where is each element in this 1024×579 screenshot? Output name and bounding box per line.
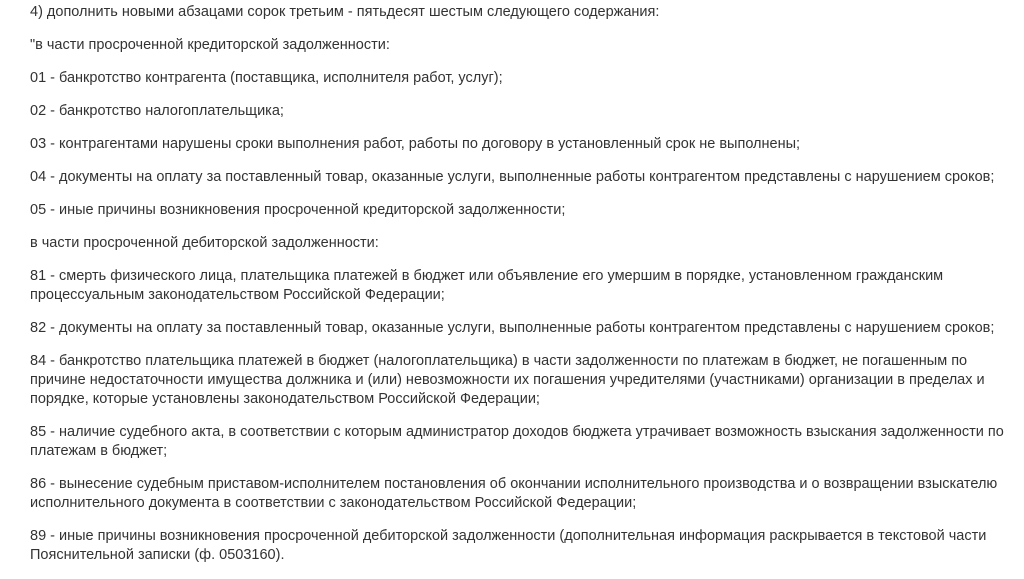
paragraph (30, 527, 1004, 565)
paragraph-line: 01 - банкротство контрагента (поставщика, исполнителя работ, услуг); (30, 70, 503, 86)
paragraph (30, 102, 1004, 121)
paragraph (30, 352, 1004, 409)
paragraph (30, 234, 1004, 253)
paragraph-line: 89 - иные причины возникновения просроченной дебиторской задолженности (дополнительная информация раскрывается в текстовой части (30, 528, 987, 544)
paragraph (30, 201, 1004, 220)
paragraph-line: платежам в бюджет; (30, 443, 168, 459)
paragraph (30, 36, 1004, 55)
paragraph-line: Пояснительной записки (ф. 0503160). (30, 547, 285, 563)
document-body (30, 3, 1004, 579)
paragraph-line: 4) дополнить новыми абзацами сорок третьим - пятьдесят шестым следующего содержания: (30, 4, 660, 20)
paragraph-line: 82 - документы на оплату за поставленный товар, оказанные услуги, выполненные работы контрагентом представлены с нарушением сроков; (30, 320, 995, 336)
paragraph (30, 135, 1004, 154)
paragraph (30, 168, 1004, 187)
paragraph-line: 03 - контрагентами нарушены сроки выполнения работ, работы по договору в установленный срок не выполнены; (30, 136, 801, 152)
paragraph (30, 423, 1004, 461)
paragraph-line: в части просроченной дебиторской задолженности: (30, 235, 379, 251)
paragraph (30, 319, 1004, 338)
paragraph-line: 05 - иные причины возникновения просроченной кредиторской задолженности; (30, 202, 566, 218)
paragraph-line: 02 - банкротство налогоплательщика; (30, 103, 284, 119)
paragraph-line: 81 - смерть физического лица, плательщика платежей в бюджет или объявление его умершим в порядке, установленном гражданским (30, 268, 944, 284)
paragraph-line: порядке, которые установлены законодательством Российской Федерации; (30, 391, 540, 407)
paragraph-line: причине недостаточности имущества должника и (или) невозможности их погашения учредителями (участниками) организации в пределах и (30, 372, 985, 388)
paragraph (30, 475, 1004, 513)
paragraph (30, 267, 1004, 305)
paragraph-line: 86 - вынесение судебным приставом-исполнителем постановления об окончании исполнительного производства и о возвращении взыскателю (30, 476, 998, 492)
paragraph-line: исполнительного документа в соответствии с законодательством Российской Федерации; (30, 495, 637, 511)
paragraph-line: 04 - документы на оплату за поставленный товар, оказанные услуги, выполненные работы контрагентом представлены с нарушением сроков; (30, 169, 995, 185)
paragraph-line: процессуальным законодательством Российской Федерации; (30, 287, 445, 303)
paragraph-line: 84 - банкротство плательщика платежей в бюджет (налогоплательщика) в части задолженности по платежам в бюджет, не погашенным по (30, 353, 968, 369)
paragraph (30, 3, 1004, 22)
paragraph-line: 85 - наличие судебного акта, в соответствии с которым администратор доходов бюджета утрачивает возможность взыскания задолженности по (30, 424, 1004, 440)
paragraph-line: "в части просроченной кредиторской задолженности: (30, 37, 390, 53)
paragraph (30, 69, 1004, 88)
